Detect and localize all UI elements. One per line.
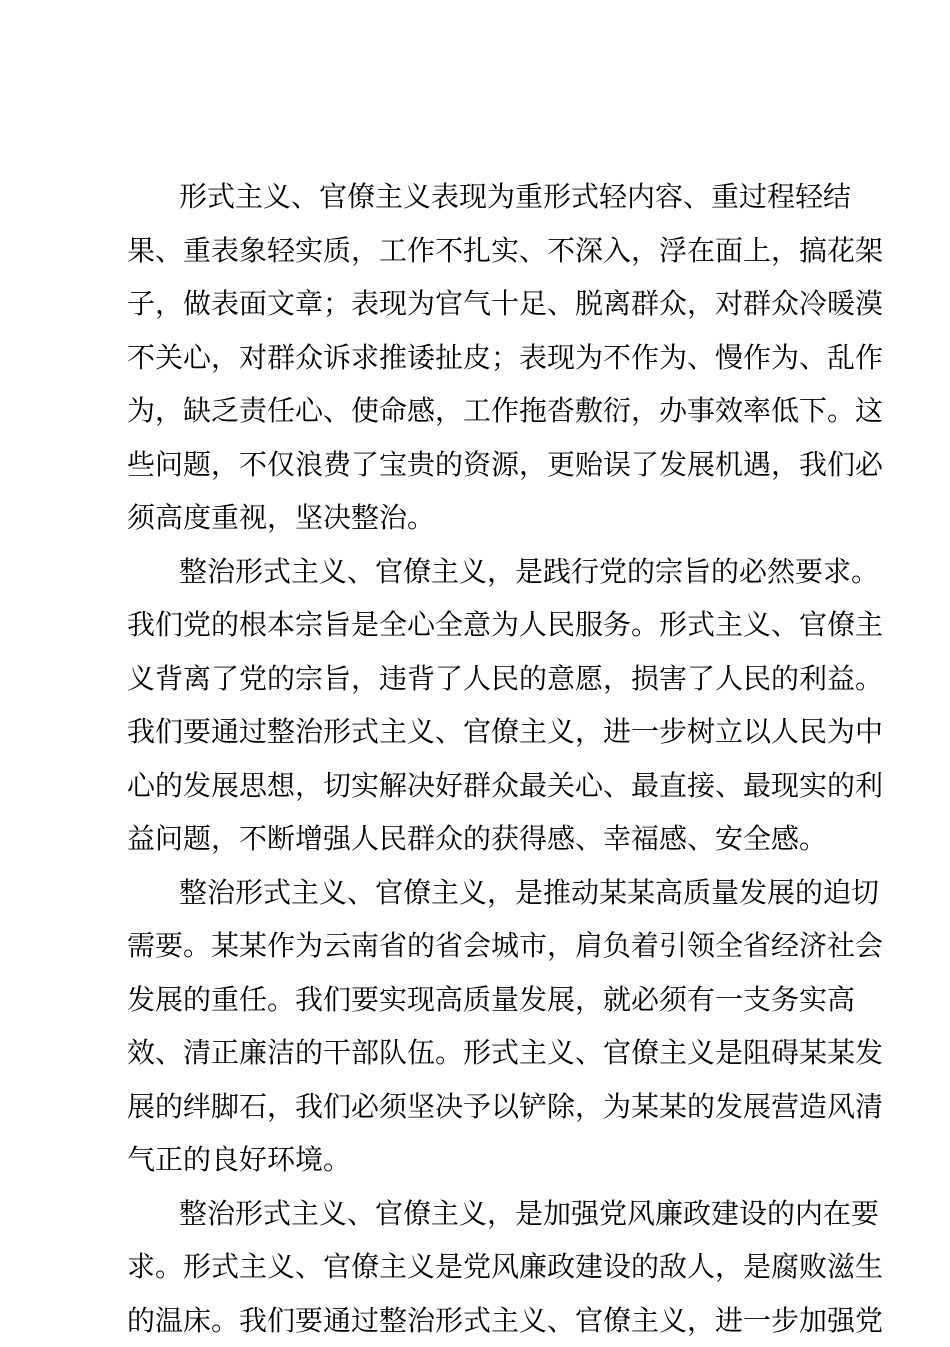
text-line: 不关心，对群众诉求推诿扯皮；表现为不作为、慢作为、乱作	[127, 331, 827, 385]
text-line: 展的绊脚石，我们必须坚决予以铲除，为某某的发展营造风清	[127, 1080, 827, 1134]
text-line: 整治形式主义、官僚主义，是践行党的宗旨的必然要求。	[127, 545, 827, 599]
text-line: 发展的重任。我们要实现高质量发展，就必须有一支务实高	[127, 973, 827, 1027]
text-line: 为，缺乏责任心、使命感，工作拖沓敷衍，办事效率低下。这	[127, 384, 827, 438]
paragraph-3	[127, 866, 827, 1187]
text-line: 整治形式主义、官僚主义，是加强党风廉政建设的内在要	[127, 1187, 827, 1241]
text-line: 的温床。我们要通过整治形式主义、官僚主义，进一步加强党	[127, 1294, 827, 1347]
text-line: 形式主义、官僚主义表现为重形式轻内容、重过程轻结	[127, 170, 827, 224]
text-line: 须高度重视，坚决整治。	[127, 491, 827, 545]
document-body	[127, 170, 827, 1347]
text-line: 义背离了党的宗旨，违背了人民的意愿，损害了人民的利益。	[127, 652, 827, 706]
text-line: 求。形式主义、官僚主义是党风廉政建设的敌人，是腐败滋生	[127, 1240, 827, 1294]
text-line: 我们要通过整治形式主义、官僚主义，进一步树立以人民为中	[127, 705, 827, 759]
text-line: 整治形式主义、官僚主义，是推动某某高质量发展的迫切	[127, 866, 827, 920]
text-line: 效、清正廉洁的干部队伍。形式主义、官僚主义是阻碍某某发	[127, 1026, 827, 1080]
text-line: 些问题，不仅浪费了宝贵的资源，更贻误了发展机遇，我们必	[127, 438, 827, 492]
text-line: 益问题，不断增强人民群众的获得感、幸福感、安全感。	[127, 812, 827, 866]
text-line: 需要。某某作为云南省的省会城市，肩负着引领全省经济社会	[127, 919, 827, 973]
text-line: 气正的良好环境。	[127, 1133, 827, 1187]
text-line: 我们党的根本宗旨是全心全意为人民服务。形式主义、官僚主	[127, 598, 827, 652]
paragraph-1	[127, 170, 827, 545]
text-line: 果、重表象轻实质，工作不扎实、不深入，浮在面上，搞花架	[127, 224, 827, 278]
paragraph-2	[127, 545, 827, 866]
paragraph-4	[127, 1187, 827, 1347]
text-line: 心的发展思想，切实解决好群众最关心、最直接、最现实的利	[127, 759, 827, 813]
text-line: 子，做表面文章；表现为官气十足、脱离群众，对群众冷暖漠	[127, 277, 827, 331]
